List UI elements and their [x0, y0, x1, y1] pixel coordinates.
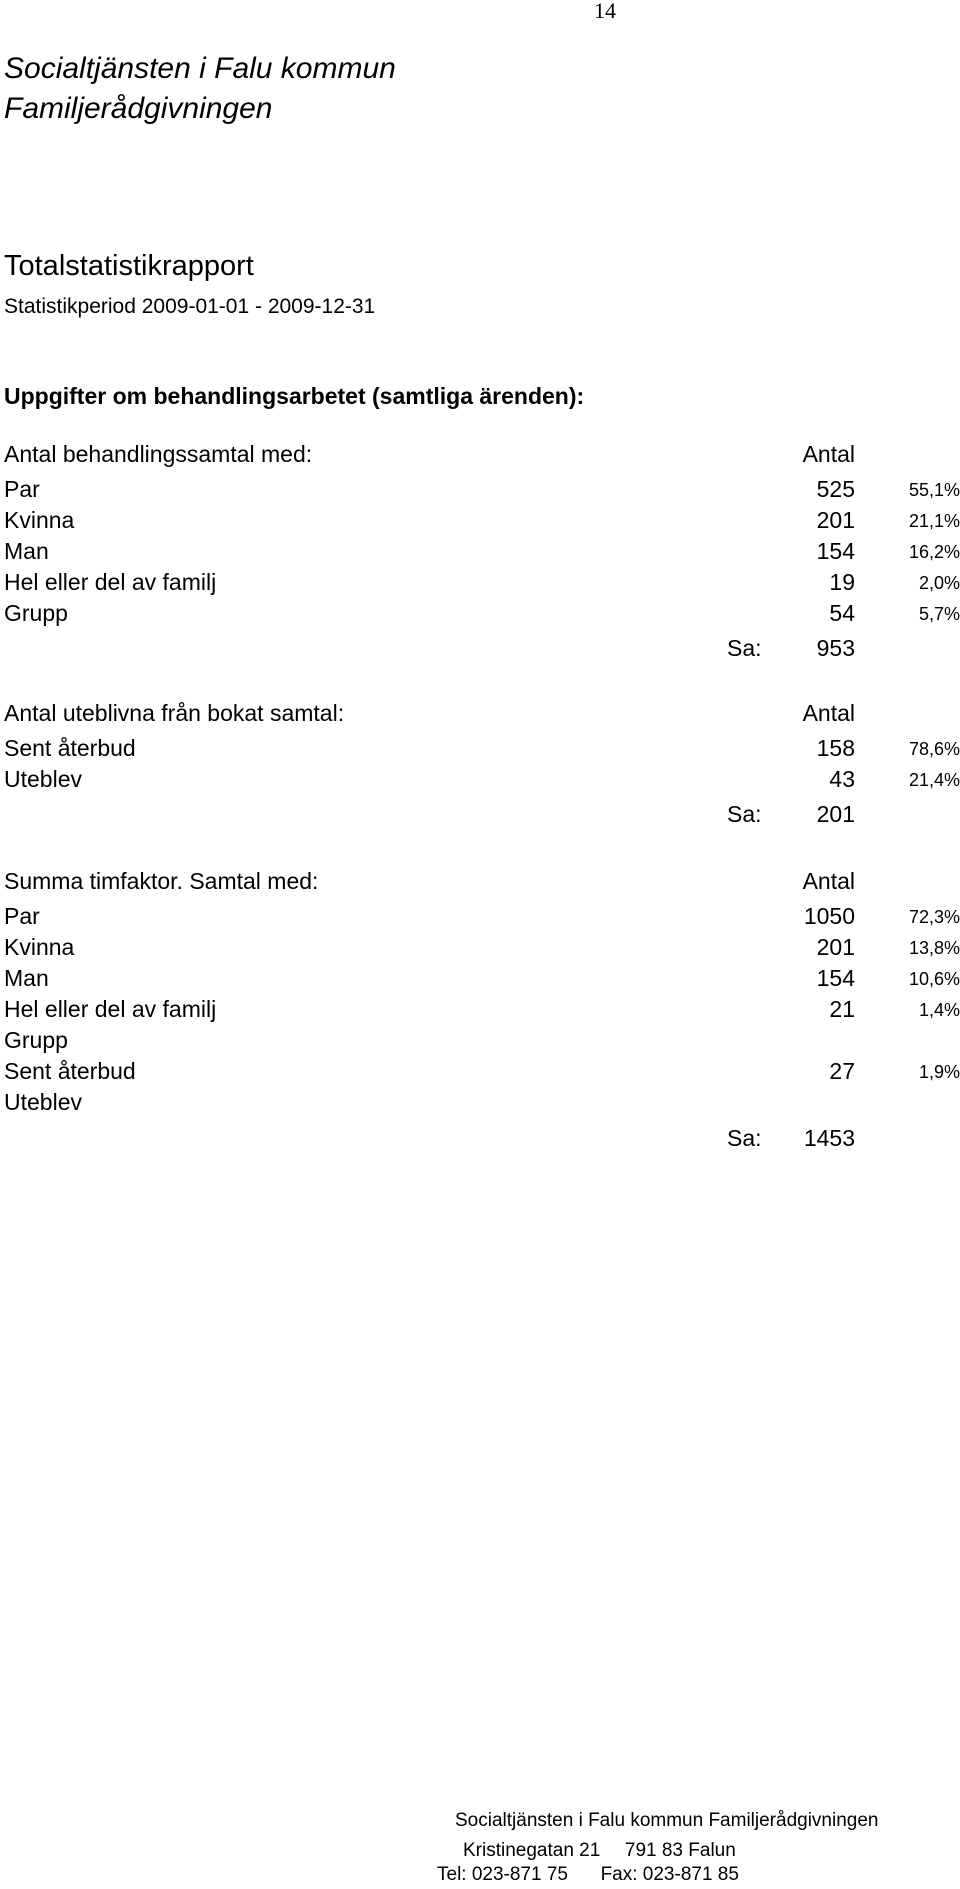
section-header-row — [0, 700, 960, 730]
row-value: 154 — [816, 538, 855, 564]
row-label: Hel eller del av familj — [4, 996, 217, 1022]
table-row — [0, 934, 960, 964]
report-period: Statistikperiod 2009-01-01 - 2009-12-31 — [4, 295, 376, 318]
row-percent: 72,3% — [908, 907, 960, 927]
table-row — [0, 1027, 960, 1057]
org-name: Socialtjänsten i Falu kommun — [4, 52, 396, 85]
row-value: 1050 — [803, 903, 855, 929]
row-percent: 10,6% — [908, 969, 960, 989]
row-value: 154 — [816, 965, 855, 991]
sum-label: Sa: — [727, 635, 762, 661]
table-row — [0, 600, 960, 630]
sum-label: Sa: — [727, 801, 762, 827]
row-label: Kvinna — [4, 507, 75, 533]
column-header: Antal — [802, 868, 855, 894]
table-row — [0, 569, 960, 599]
row-percent: 2,0% — [918, 573, 960, 593]
section-heading: Uppgifter om behandlingsarbetet (samtliga ärenden): — [4, 383, 585, 409]
sum-row — [0, 1125, 960, 1155]
section-label: Antal behandlingssamtal med: — [4, 441, 313, 467]
row-value: 525 — [816, 476, 855, 502]
row-label: Sent återbud — [4, 735, 136, 761]
row-percent: 78,6% — [908, 739, 960, 759]
row-value: 54 — [829, 600, 855, 626]
row-value: 158 — [816, 735, 855, 761]
sum-row — [0, 801, 960, 831]
sum-label: Sa: — [727, 1125, 762, 1151]
sum-value: 1453 — [803, 1125, 855, 1151]
footer-fax: Fax: 023-871 85 — [600, 1864, 739, 1885]
report-title: Totalstatistikrapport — [4, 250, 254, 282]
table-row — [0, 507, 960, 537]
row-value: 19 — [829, 569, 855, 595]
footer-postal: 791 83 Falun — [624, 1840, 736, 1861]
row-label: Par — [4, 476, 40, 502]
table-row — [0, 1089, 960, 1119]
row-percent: 21,1% — [908, 511, 960, 531]
row-label: Man — [4, 538, 49, 564]
table-row — [0, 965, 960, 995]
row-label: Hel eller del av familj — [4, 569, 217, 595]
row-label: Kvinna — [4, 934, 75, 960]
footer-contact-line — [437, 1864, 817, 1886]
footer-address-line — [463, 1840, 823, 1862]
sum-row — [0, 635, 960, 665]
row-label: Grupp — [4, 1027, 68, 1053]
row-value: 21 — [829, 996, 855, 1022]
row-percent: 55,1% — [908, 480, 960, 500]
row-label: Sent återbud — [4, 1058, 136, 1084]
footer-tel: Tel: 023-871 75 — [437, 1864, 568, 1885]
org-unit: Familjerådgivningen — [4, 92, 273, 125]
table-row — [0, 996, 960, 1026]
table-row — [0, 1058, 960, 1088]
row-label: Uteblev — [4, 766, 82, 792]
row-value: 43 — [829, 766, 855, 792]
section-label: Antal uteblivna från bokat samtal: — [4, 700, 345, 726]
row-percent: 16,2% — [908, 542, 960, 562]
row-percent: 13,8% — [908, 938, 960, 958]
page-number: 14 — [594, 0, 616, 23]
footer-org: Socialtjänsten i Falu kommun Familjerådgivningen — [455, 1810, 879, 1831]
section-header-row — [0, 441, 960, 471]
section-header-row — [0, 868, 960, 898]
table-row — [0, 538, 960, 568]
sum-value: 953 — [816, 635, 855, 661]
row-value: 201 — [816, 934, 855, 960]
row-label: Uteblev — [4, 1089, 82, 1115]
column-header: Antal — [802, 700, 855, 726]
row-label: Grupp — [4, 600, 68, 626]
row-value: 27 — [829, 1058, 855, 1084]
table-row — [0, 903, 960, 933]
row-label: Par — [4, 903, 40, 929]
row-percent: 21,4% — [908, 770, 960, 790]
sum-value: 201 — [816, 801, 855, 827]
column-header: Antal — [802, 441, 855, 467]
row-percent: 1,9% — [918, 1062, 960, 1082]
section-label: Summa timfaktor. Samtal med: — [4, 868, 319, 894]
row-percent: 1,4% — [918, 1000, 960, 1020]
table-row — [0, 766, 960, 796]
table-row — [0, 735, 960, 765]
row-percent: 5,7% — [918, 604, 960, 624]
table-row — [0, 476, 960, 506]
row-label: Man — [4, 965, 49, 991]
footer-street: Kristinegatan 21 — [463, 1840, 601, 1861]
row-value: 201 — [816, 507, 855, 533]
